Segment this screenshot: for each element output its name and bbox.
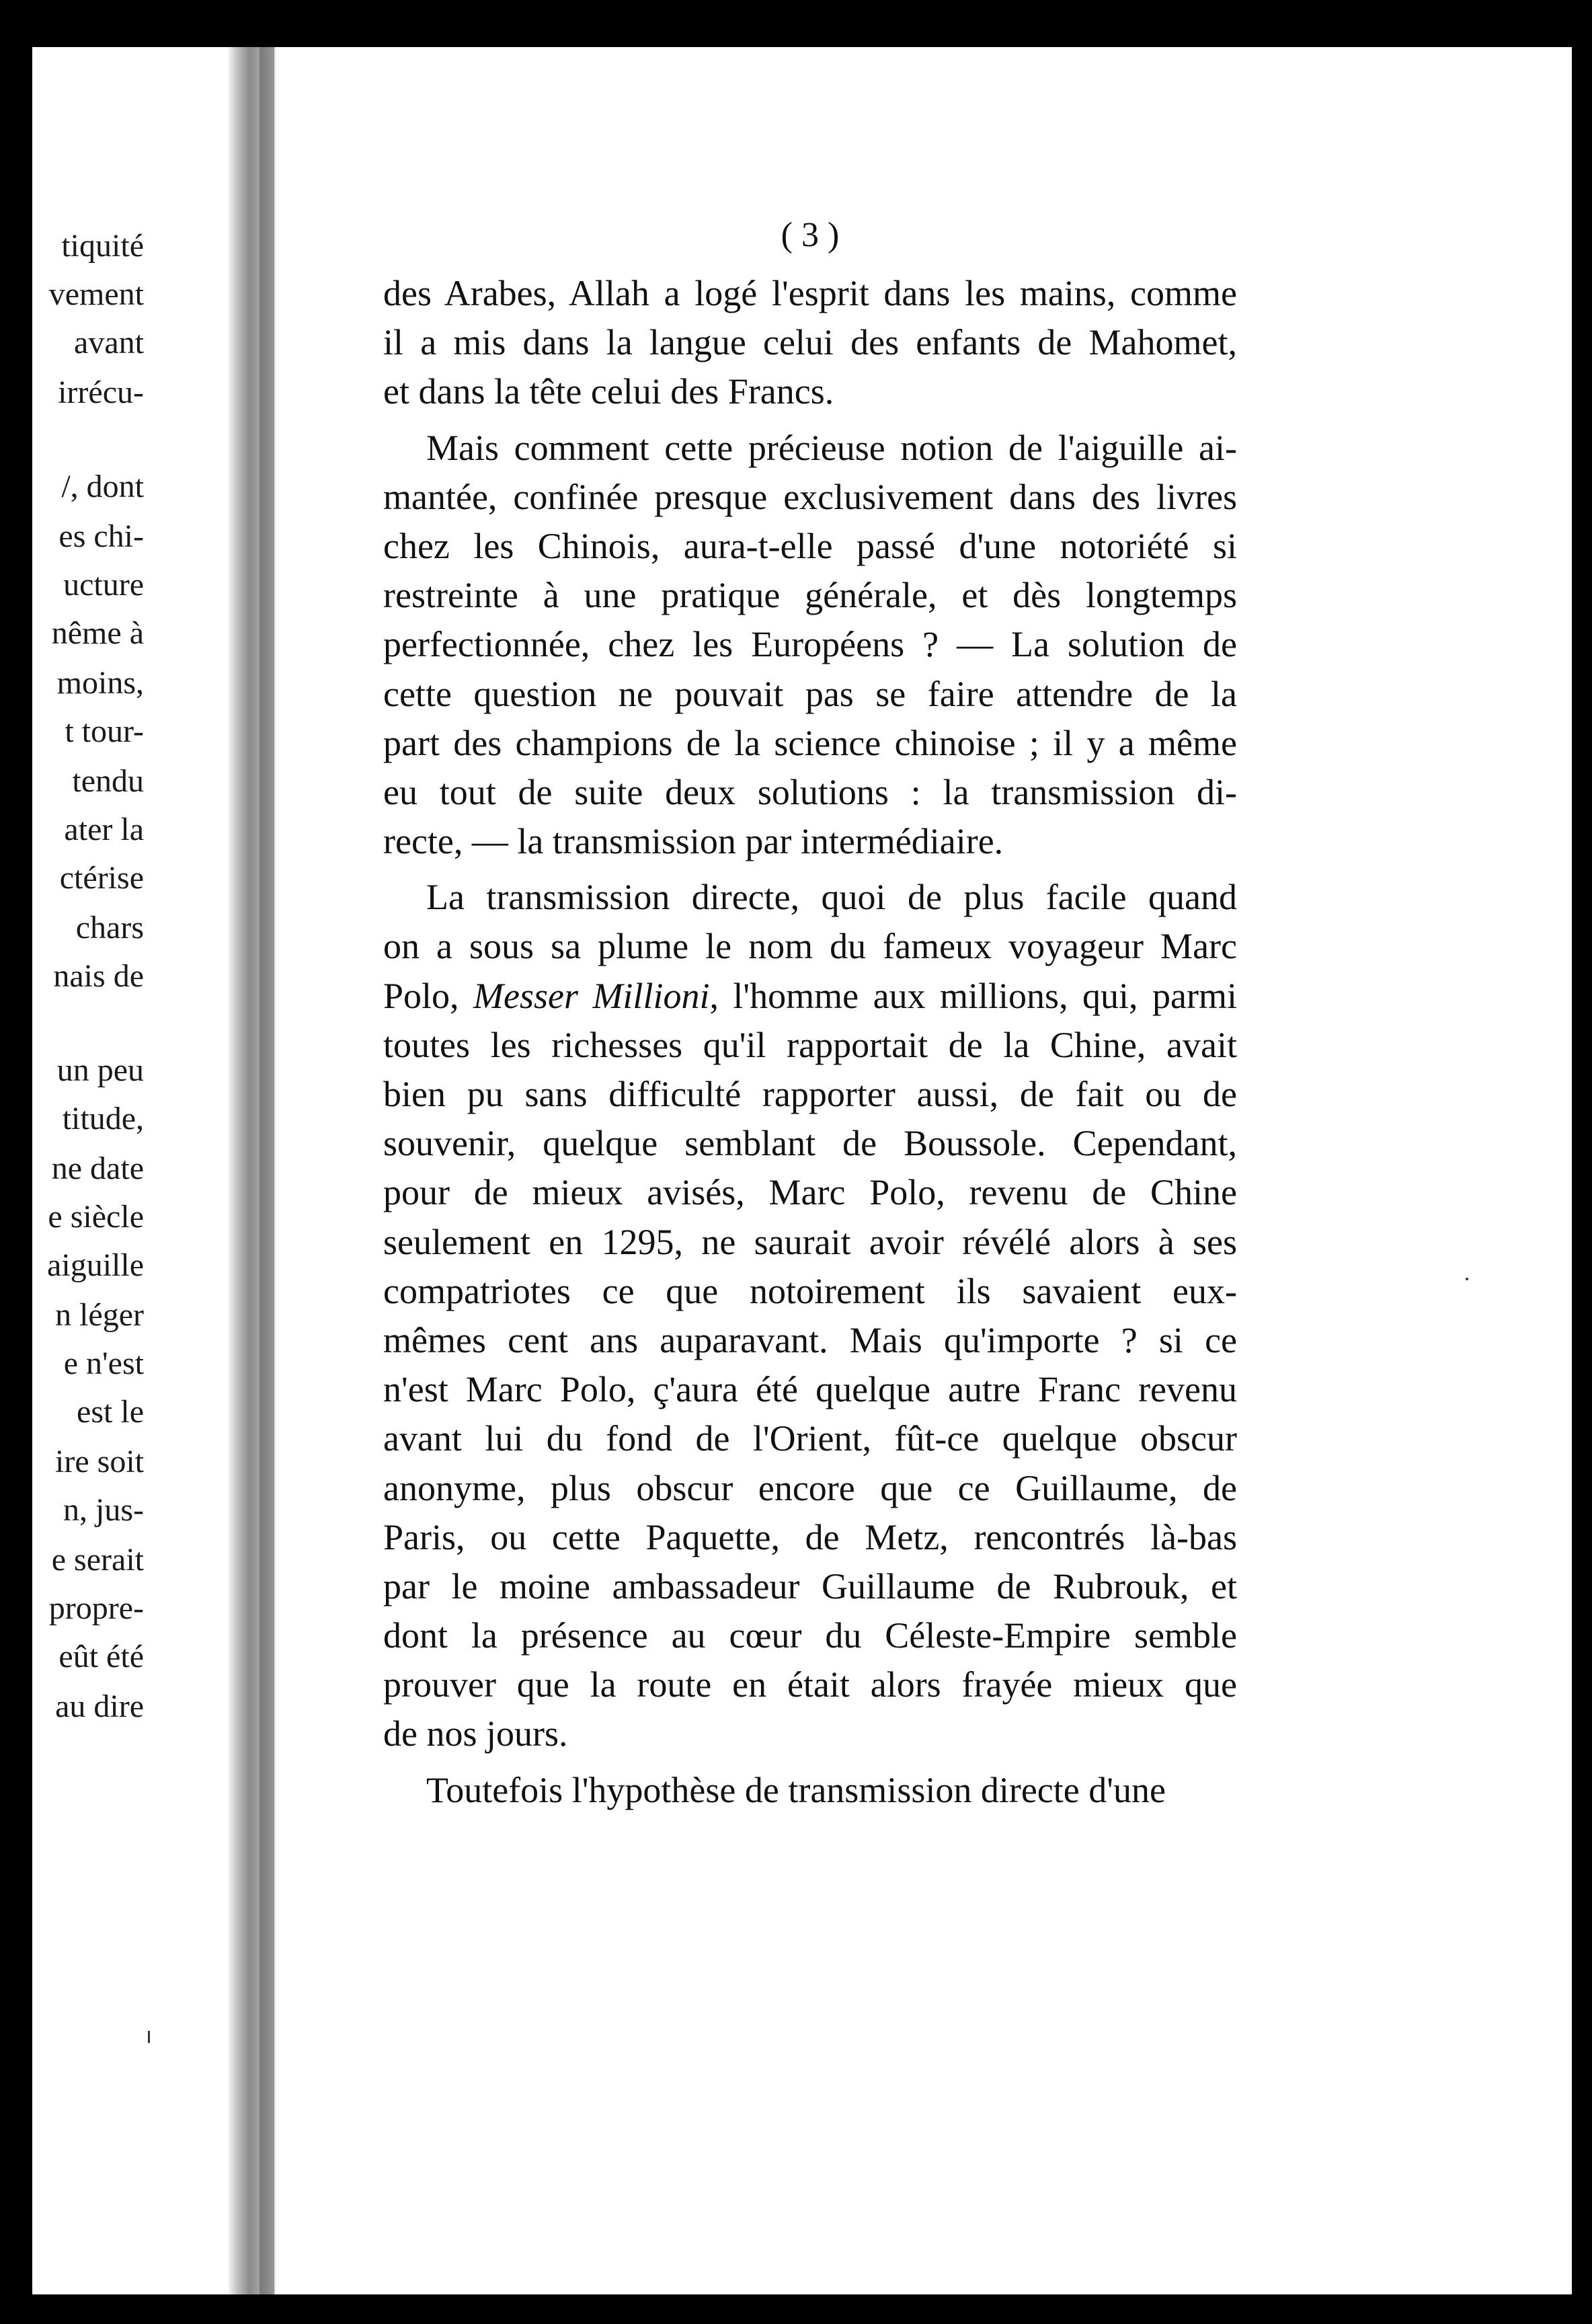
page-number: ( 3 ) bbox=[781, 216, 840, 254]
text-line: on a sous sa plume le nom du fameux voyageur Marc bbox=[383, 926, 1237, 967]
text-line: compatriotes ce que notoirement ils savaient eux- bbox=[383, 1270, 1237, 1311]
left-page-line: avant bbox=[74, 325, 144, 360]
left-page-line: n, jus- bbox=[63, 1492, 144, 1528]
text-line: seulement en 1295, ne saurait avoir révélé alors à ses bbox=[383, 1221, 1237, 1262]
text-line: mantée, confinée presque exclusivement dans des livres bbox=[383, 476, 1237, 517]
text-line: part des champions de la science chinoise ; il y a même bbox=[383, 722, 1237, 763]
left-page-line: irrécu- bbox=[58, 375, 144, 410]
left-page-line: aiguille bbox=[47, 1247, 144, 1283]
left-page-line: un peu bbox=[56, 1052, 144, 1088]
left-page-line: nême à bbox=[51, 615, 144, 651]
text-line: Polo, Messer Millioni, l'homme aux millions, qui, parmi bbox=[383, 975, 1237, 1016]
paragraph bbox=[383, 424, 1237, 867]
left-page-line: t tour- bbox=[65, 713, 144, 749]
text-line: bien pu sans difficulté rapporter aussi, de fait ou de bbox=[383, 1074, 1237, 1114]
left-page-line: nais de bbox=[53, 958, 144, 994]
left-page-line: es chi- bbox=[58, 518, 144, 554]
left-page-line: ucture bbox=[63, 567, 144, 603]
text-line: avant lui du fond de l'Orient, fût-ce quelque obscur bbox=[383, 1418, 1237, 1459]
paragraph bbox=[383, 269, 1237, 417]
text-line: des Arabes, Allah a logé l'esprit dans les mains, comme bbox=[383, 273, 1237, 313]
left-page-line: tiquité bbox=[61, 228, 144, 264]
scan-border-bottom bbox=[0, 2294, 1592, 2324]
left-page-line: e n'est bbox=[63, 1346, 144, 1381]
text-line: prouver que la route en était alors frayée mieux que bbox=[383, 1664, 1237, 1705]
text-line: et dans la tête celui des Francs. bbox=[383, 371, 834, 412]
text-line: restreinte à une pratique générale, et dès longtemps bbox=[383, 575, 1237, 616]
left-page-line: chars bbox=[75, 910, 144, 945]
left-page-line: titude, bbox=[62, 1101, 144, 1136]
left-page-line: moins, bbox=[56, 665, 144, 701]
text-line: souvenir, quelque semblant de Boussole. Cependant, bbox=[383, 1123, 1237, 1164]
paragraph bbox=[383, 873, 1237, 1758]
text-line: anonyme, plus obscur encore que ce Guillaume, de bbox=[383, 1467, 1237, 1508]
left-page-line: ire soit bbox=[55, 1444, 144, 1479]
text-line: n'est Marc Polo, ç'aura été quelque autre Franc revenu bbox=[383, 1369, 1237, 1410]
text-line: il a mis dans la langue celui des enfants de Mahomet, bbox=[383, 322, 1237, 363]
text-line: Toutefois l'hypothèse de transmission directe d'une bbox=[426, 1769, 1166, 1810]
scan-border-right bbox=[1572, 0, 1592, 2324]
text-line: cette question ne pouvait pas se faire attendre de la bbox=[383, 673, 1237, 714]
paragraph bbox=[383, 1766, 1237, 1815]
left-page-line: eût été bbox=[58, 1639, 144, 1674]
text-line: Mais comment cette précieuse notion de l'aiguille ai- bbox=[426, 427, 1237, 468]
left-page-line: n léger bbox=[55, 1297, 144, 1333]
scan-border-top bbox=[0, 0, 1592, 47]
left-page-line: vement bbox=[48, 276, 144, 312]
left-page-fragment bbox=[32, 47, 229, 2294]
text-line: La transmission directe, quoi de plus facile quand bbox=[426, 877, 1237, 918]
left-page-line: au dire bbox=[55, 1689, 144, 1724]
left-page-line: /, dont bbox=[61, 469, 144, 504]
italic-name: Messer Millioni bbox=[473, 975, 710, 1016]
text-line: par le moine ambassadeur Guillaume de Rubrouk, et bbox=[383, 1565, 1237, 1606]
left-page-line: e serait bbox=[51, 1542, 144, 1578]
scan-border-left bbox=[0, 0, 32, 2324]
text-line: pour de mieux avisés, Marc Polo, revenu de Chine bbox=[383, 1172, 1237, 1213]
text-line: de nos jours. bbox=[383, 1713, 568, 1754]
text-line: eu tout de suite deux solutions : la transmission di- bbox=[383, 771, 1237, 812]
body-text bbox=[383, 269, 1237, 1815]
left-page-line: ne date bbox=[51, 1151, 144, 1186]
text-line: chez les Chinois, aura-t-elle passé d'une notoriété si bbox=[383, 525, 1237, 566]
left-page-line: tendu bbox=[72, 763, 144, 799]
text-line: recte, — la transmission par intermédiaire. bbox=[383, 821, 1004, 862]
left-page-line: e siècle bbox=[48, 1199, 144, 1235]
text-line: Paris, ou cette Paquette, de Metz, rencontrés là-bas bbox=[383, 1516, 1237, 1557]
text-line: toutes les richesses qu'il rapportait de la Chine, avait bbox=[383, 1024, 1237, 1065]
left-page-line: est le bbox=[77, 1394, 144, 1430]
left-page-line: propre- bbox=[48, 1590, 144, 1626]
left-page-line: ater la bbox=[64, 812, 144, 847]
text-line: mêmes cent ans auparavant. Mais qu'importe ? si ce bbox=[383, 1319, 1237, 1360]
text-line: dont la présence au cœur du Céleste-Empire semble bbox=[383, 1615, 1237, 1656]
scan-speck bbox=[1466, 1278, 1468, 1280]
scan-mark bbox=[148, 2031, 150, 2043]
text-line: perfectionnée, chez les Européens ? — La solution de bbox=[383, 624, 1237, 665]
left-page-line: ctérise bbox=[59, 860, 144, 896]
gutter-shadow bbox=[260, 47, 274, 2294]
